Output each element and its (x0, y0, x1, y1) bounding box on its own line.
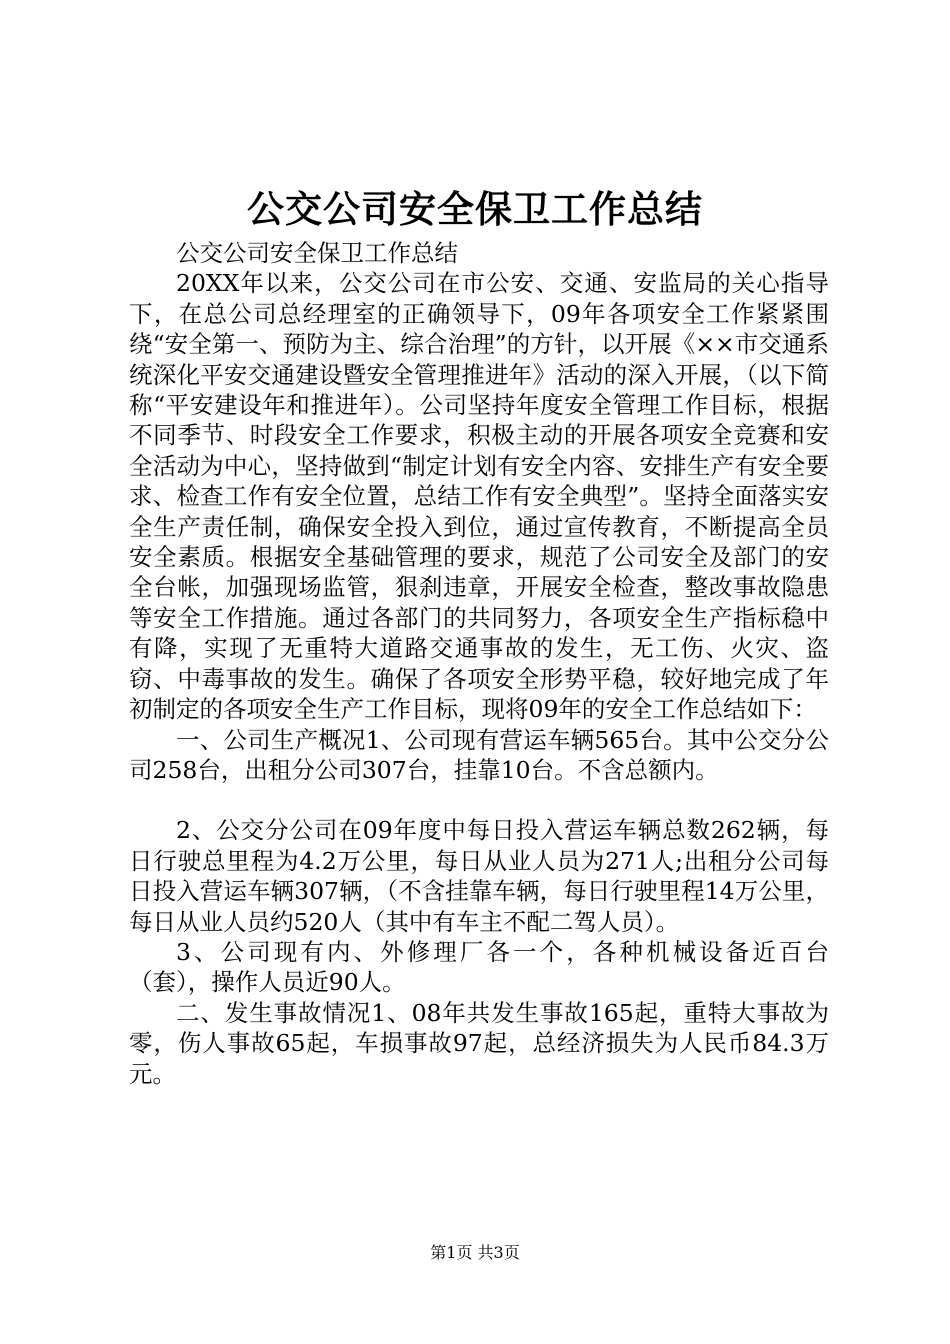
paragraph-section-one: 一、公司生产概况1、公司现有营运车辆565台。其中公交分公司258台，出租分公司307台，挂靠10台。不含总额内。 (129, 725, 829, 784)
paragraph-intro: 20XX年以来，公交公司在市公安、交通、安监局的关心指导下，在总公司总经理室的正确领导下，09年各项安全工作紧紧围绕“安全第一、预防为主、综合治理”的方针，以开展《××市交通系统深化平安交通建设暨安全管理推进年》活动的深入开展，（以下简称“平安建设年和推进年）。公司坚持年度安全管理工作目标，根据不同季节、时段安全工作要求，积极主动的开展各项安全竞赛和安全活动为中心，坚持做到“制定计划有安全内容、安排生产有安全要求、检查工作有安全位置，总结工作有安全典型”。坚持全面落实安全生产责任制，确保安全投入到位，通过宣传教育，不断提高全员安全素质。根据安全基础管理的要求，规范了公司安全及部门的安全台帐，加强现场监管，狠刹违章，开展安全检查，整改事故隐患等安全工作措施。通过各部门的共同努力，各项安全生产指标稳中有降，实现了无重特大道路交通事故的发生，无工伤、火灾、盗窃、中毒事故的发生。确保了各项安全形势平稳，较好地完成了年初制定的各项安全生产工作目标，现将09年的安全工作总结如下： (129, 269, 829, 724)
paragraph-item-two: 2、公交分公司在09年度中每日投入营运车辆总数262辆，每日行驶总里程为4.2万公里，每日从业人员为271人;出租分公司每日投入营运车辆307辆，（不含挂靠车辆，每日行驶里程14万公里，每日从业人员约520人（其中有车主不配二驾人员）。 (129, 816, 829, 936)
paragraph-item-three: 3、公司现有内、外修理厂各一个，各种机械设备近百台（套），操作人员近90人。 (129, 937, 829, 997)
paragraph-section-two: 二、发生事故情况1、08年共发生事故165起，重特大事故为零，伤人事故65起，车损事故97起，总经济损失为人民币84.3万元。 (129, 998, 829, 1088)
document-body (129, 238, 829, 1089)
page-footer: 第1页 共3页 (430, 1243, 520, 1262)
document-title: 公交公司安全保卫工作总结 (247, 187, 703, 231)
paragraph-subtitle: 公交公司安全保卫工作总结 (176, 239, 458, 267)
